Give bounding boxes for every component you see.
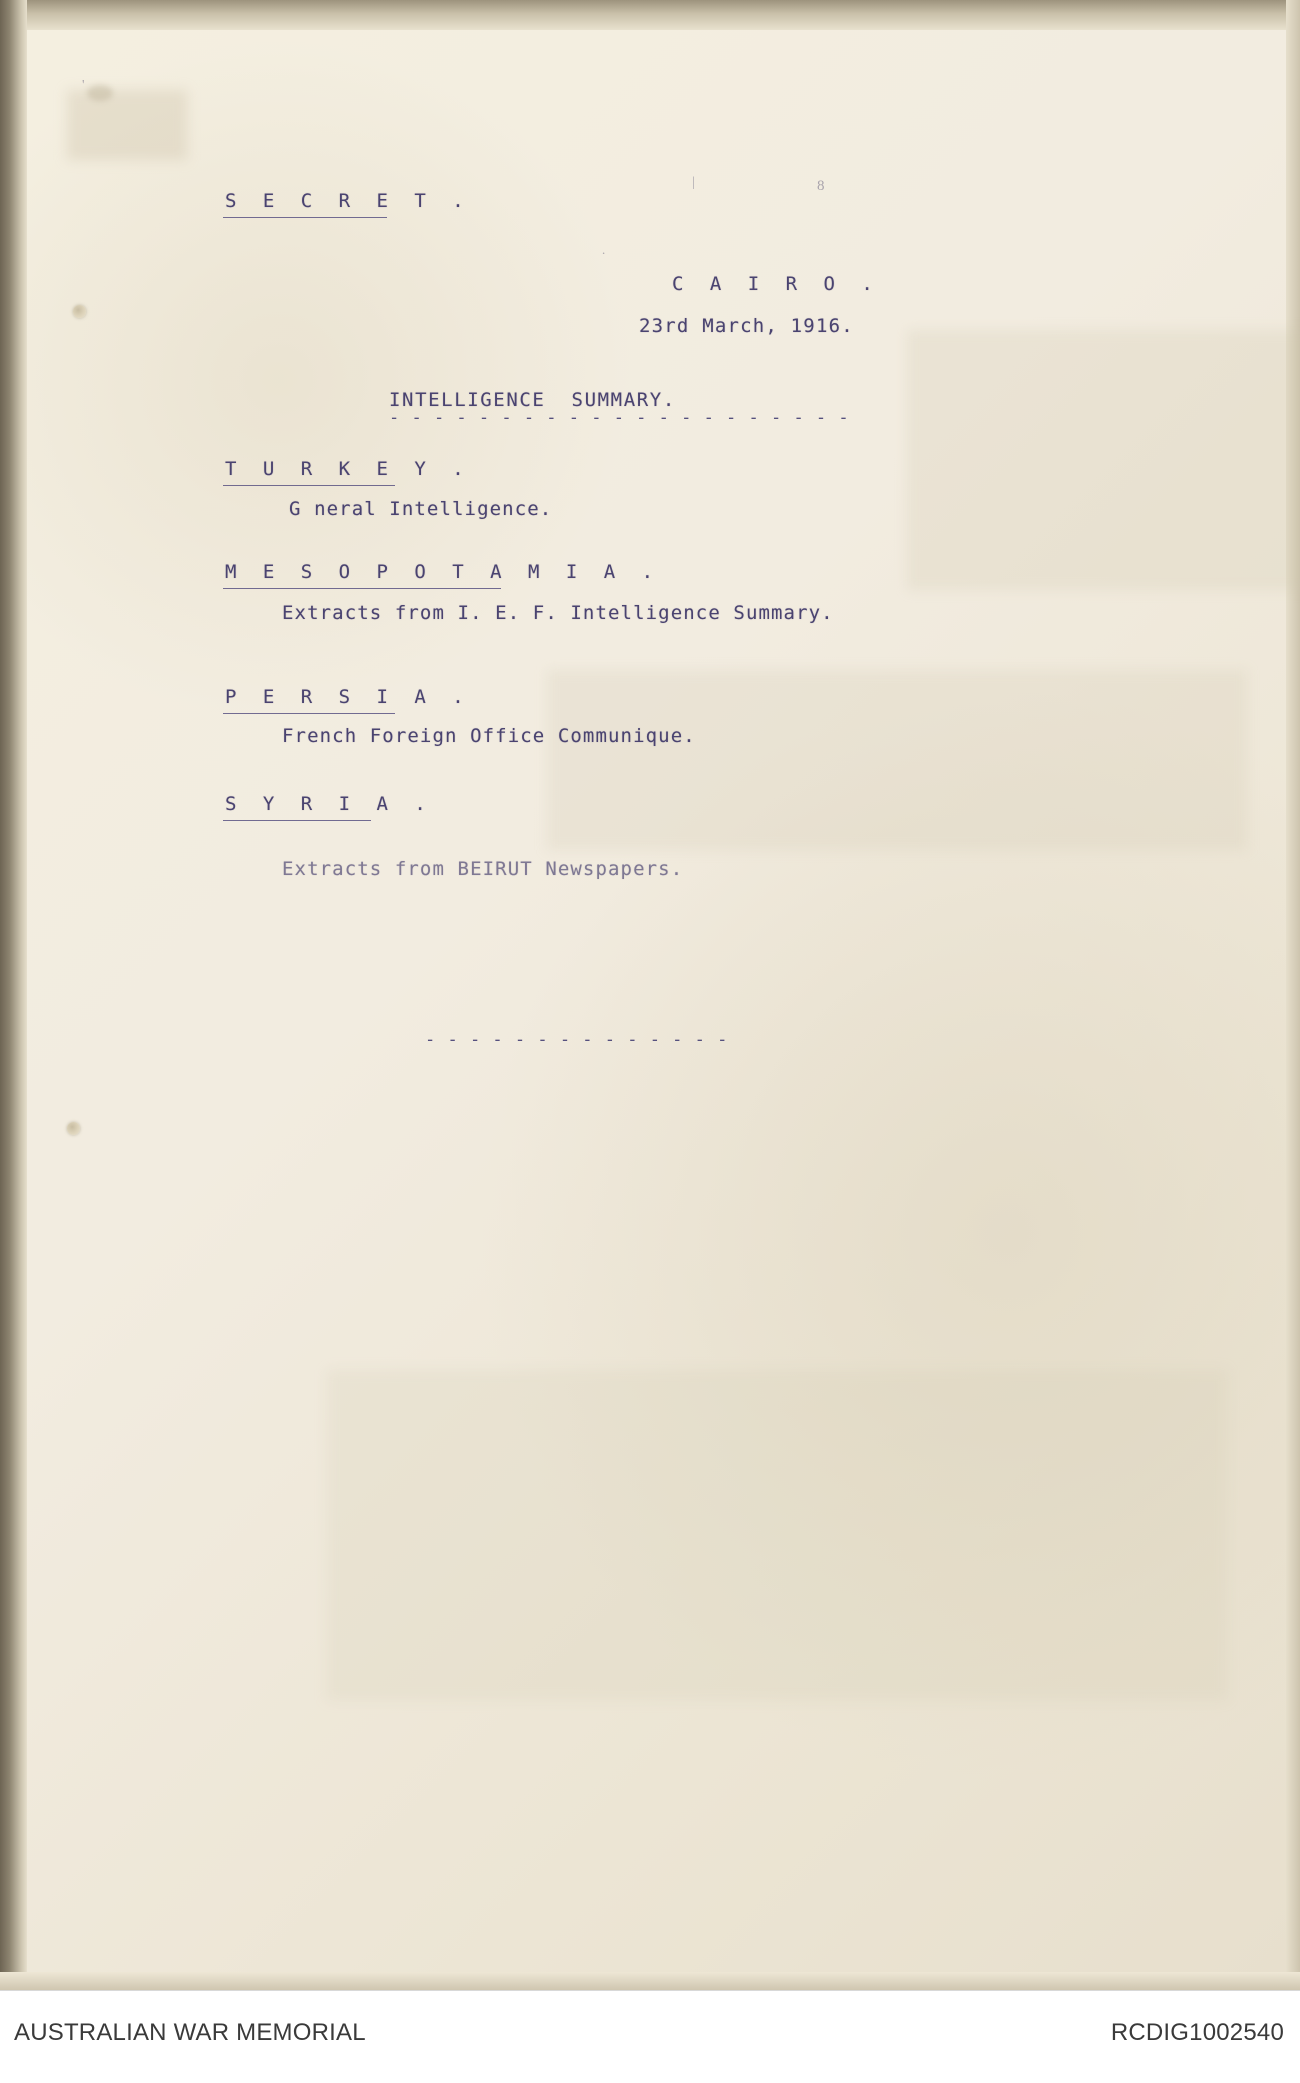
paper-stain — [327, 1370, 1227, 1700]
title-dashed-rule: - - - - - - - - - - - - - - - - - - - - - — [389, 408, 850, 428]
section-body-persia: French Foreign Office Communique. — [282, 725, 696, 747]
section-heading-persia: P E R S I A . — [225, 686, 472, 708]
scan-edge-top — [0, 0, 1300, 30]
classification-heading: S E C R E T . — [225, 190, 472, 212]
page-number-mark: 8 — [817, 178, 825, 194]
paper-stain — [547, 670, 1247, 850]
pencil-dot-mark: ' — [82, 78, 85, 93]
archive-accession-id: RCDIG1002540 — [1110, 2019, 1284, 2046]
section-underline-mesopotamia — [223, 588, 501, 589]
scan-edge-right — [1286, 0, 1300, 1990]
pencil-tick-mark: | — [692, 175, 695, 190]
scan-edge-left — [0, 0, 27, 1990]
scan-edge-bottom — [0, 1972, 1300, 1990]
bottom-dashed-rule: - - - - - - - - - - - - - - — [425, 1030, 729, 1050]
section-body-syria: Extracts from BEIRUT Newspapers. — [282, 858, 684, 880]
paper-stain — [67, 90, 187, 160]
classification-underline — [223, 217, 387, 218]
section-heading-mesopotamia: M E S O P O T A M I A . — [225, 561, 661, 583]
section-underline-syria — [223, 820, 371, 821]
section-heading-turkey: T U R K E Y . — [225, 458, 472, 480]
paper-foxing — [87, 85, 113, 101]
document-title: INTELLIGENCE SUMMARY. — [389, 389, 676, 411]
archive-footer — [0, 1990, 1300, 2083]
section-heading-syria: S Y R I A . — [225, 793, 434, 815]
pencil-dot-mark: . — [602, 242, 606, 257]
section-body-mesopotamia: Extracts from I. E. F. Intelligence Summary. — [282, 602, 834, 624]
section-underline-persia — [223, 713, 395, 714]
punch-hole-mark — [67, 1122, 80, 1135]
archive-institution-label: AUSTRALIAN WAR MEMORIAL — [14, 2019, 366, 2046]
section-body-turkey: G neral Intelligence. — [289, 498, 553, 520]
date-line: 23rd March, 1916. — [639, 315, 854, 337]
place-line: C A I R O . — [672, 273, 881, 295]
document-paper — [27, 30, 1286, 1972]
punch-hole-mark — [73, 305, 86, 318]
section-underline-turkey — [223, 485, 395, 486]
paper-stain — [907, 330, 1300, 590]
